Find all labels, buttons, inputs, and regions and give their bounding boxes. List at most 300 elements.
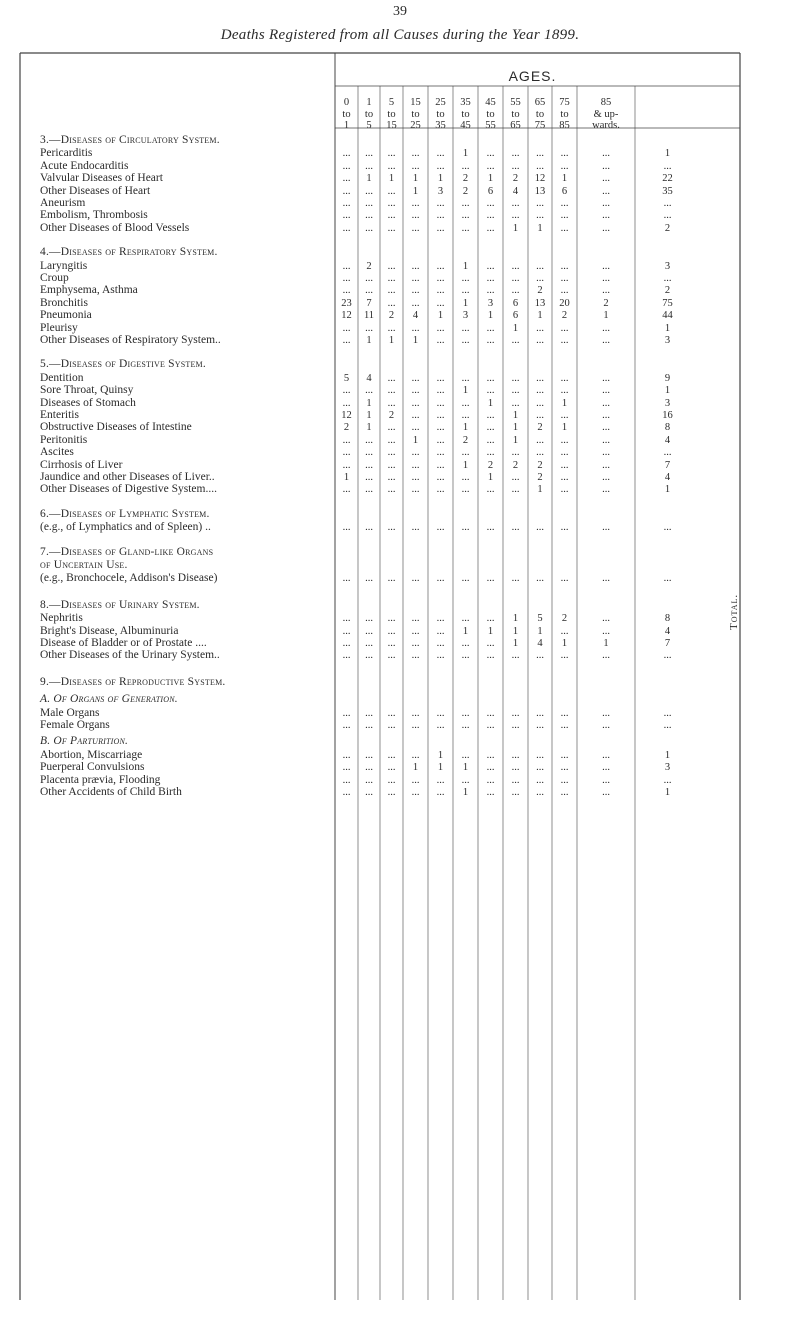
table-cell: ... bbox=[461, 484, 470, 496]
table-cell: 1 bbox=[512, 222, 519, 234]
table-cell: ... bbox=[602, 322, 610, 334]
table-cell: ... bbox=[436, 472, 445, 483]
table-cell: ... bbox=[387, 774, 396, 786]
age-bound: 1 bbox=[366, 97, 372, 108]
table-cell: ... bbox=[461, 335, 470, 346]
table-cell: ... bbox=[342, 210, 351, 222]
table-cell: 1 bbox=[437, 749, 444, 761]
table-cell: ... bbox=[511, 573, 520, 585]
table-cell: ... bbox=[342, 459, 351, 471]
table-cell: ... bbox=[342, 222, 351, 234]
table-cell: ... bbox=[602, 472, 610, 483]
table-cell: ... bbox=[602, 625, 610, 637]
table-cell: 1 bbox=[462, 459, 469, 471]
table-cell: ... bbox=[560, 447, 569, 459]
table-cell: ... bbox=[486, 707, 495, 719]
table-cell: ... bbox=[602, 720, 610, 731]
table-cell: 1 bbox=[437, 173, 444, 185]
table-cell: ... bbox=[461, 285, 470, 297]
table-cell: ... bbox=[511, 522, 520, 534]
table-cell: ... bbox=[365, 613, 373, 625]
table-cell: 2 bbox=[537, 472, 543, 483]
table-cell: ... bbox=[560, 472, 569, 483]
table-cell: ... bbox=[342, 720, 351, 731]
table-cell: ... bbox=[511, 447, 520, 459]
table-cell: ... bbox=[461, 198, 470, 209]
table-cell: ... bbox=[387, 447, 396, 459]
table-cell: ... bbox=[436, 410, 445, 421]
table-cell: ... bbox=[536, 410, 544, 421]
table-cell: ... bbox=[536, 447, 544, 459]
row-label: Acute Endocarditis bbox=[40, 159, 129, 172]
row-label: Pneumonia bbox=[40, 309, 92, 322]
table-cell: 1 bbox=[603, 638, 609, 649]
table-cell: 1 bbox=[561, 422, 568, 434]
table-cell: ... bbox=[536, 573, 544, 585]
table-cell: ... bbox=[560, 774, 569, 786]
table-cell: ... bbox=[436, 422, 445, 434]
table-cell: ... bbox=[411, 787, 420, 798]
table-cell: ... bbox=[365, 222, 373, 234]
table-cell: ... bbox=[387, 720, 396, 731]
table-cell: ... bbox=[602, 397, 610, 409]
row-label: Laryngitis bbox=[40, 259, 88, 272]
table-cell: ... bbox=[511, 397, 520, 409]
table-cell: 1 bbox=[487, 625, 494, 637]
table-cell: ... bbox=[411, 385, 420, 397]
total-cell: 8 bbox=[664, 613, 671, 625]
table-cell: 1 bbox=[537, 625, 543, 637]
total-cell: ... bbox=[663, 650, 672, 662]
table-cell: ... bbox=[342, 160, 351, 172]
table-cell: ... bbox=[536, 707, 544, 719]
table-cell: 2 bbox=[512, 173, 519, 185]
table-cell: 1 bbox=[462, 762, 469, 774]
table-cell: 1 bbox=[561, 173, 568, 185]
table-cell: ... bbox=[342, 613, 351, 625]
table-cell: ... bbox=[536, 787, 544, 798]
section-heading: 4.—Diseases of Respiratory System. bbox=[40, 246, 218, 259]
table-cell: 1 bbox=[462, 297, 469, 309]
table-cell: ... bbox=[536, 160, 544, 172]
row-label: Dentition bbox=[40, 371, 84, 384]
table-cell: ... bbox=[486, 273, 495, 284]
table-cell: ... bbox=[342, 397, 351, 409]
table-cell: ... bbox=[511, 774, 520, 786]
row-label: (e.g., of Lymphatics and of Spleen) .. bbox=[40, 521, 211, 534]
table-cell: ... bbox=[436, 260, 445, 272]
table-cell: ... bbox=[387, 749, 396, 761]
table-cell: ... bbox=[436, 787, 445, 798]
table-cell: ... bbox=[560, 459, 569, 471]
table-cell: ... bbox=[342, 573, 351, 585]
table-cell: ... bbox=[602, 573, 610, 585]
row-label: Other Diseases of Blood Vessels bbox=[40, 221, 190, 234]
table-cell: ... bbox=[486, 638, 495, 649]
table-cell: ... bbox=[602, 749, 610, 761]
table-cell: ... bbox=[461, 410, 470, 421]
table-cell: ... bbox=[486, 484, 495, 496]
table-cell: 12 bbox=[341, 410, 352, 421]
row-label: Enteritis bbox=[40, 409, 79, 421]
table-cell: ... bbox=[387, 522, 396, 534]
table-cell: ... bbox=[486, 148, 495, 160]
table-cell: ... bbox=[486, 522, 495, 534]
table-cell: ... bbox=[365, 447, 373, 459]
table-cell: ... bbox=[602, 774, 610, 786]
table-cell: 2 bbox=[537, 285, 543, 297]
table-cell: ... bbox=[342, 787, 351, 798]
table-cell: ... bbox=[436, 459, 445, 471]
row-label: Aneurism bbox=[40, 197, 86, 209]
table-cell: ... bbox=[436, 774, 445, 786]
table-cell: 2 bbox=[462, 185, 469, 197]
total-cell: ... bbox=[663, 522, 672, 534]
table-cell: ... bbox=[436, 573, 445, 585]
total-cell: ... bbox=[663, 573, 672, 585]
age-bound: 0 bbox=[343, 97, 350, 108]
table-cell: ... bbox=[486, 720, 495, 731]
table-cell: ... bbox=[365, 472, 373, 483]
total-header: Total. bbox=[728, 593, 740, 630]
table-cell: ... bbox=[536, 372, 544, 384]
total-cell: 3 bbox=[664, 335, 671, 346]
table-cell: 3 bbox=[487, 297, 494, 309]
table-cell: ... bbox=[486, 573, 495, 585]
table-cell: ... bbox=[387, 285, 396, 297]
table-cell: ... bbox=[602, 434, 610, 446]
row-label: Peritonitis bbox=[40, 433, 88, 446]
table-cell: ... bbox=[602, 762, 610, 774]
table-cell: ... bbox=[436, 285, 445, 297]
table-cell: ... bbox=[365, 638, 373, 649]
table-cell: 1 bbox=[412, 434, 419, 446]
table-cell: ... bbox=[486, 385, 495, 397]
age-bound: 35 bbox=[435, 120, 446, 131]
table-cell: ... bbox=[365, 148, 373, 160]
age-bound: 55 bbox=[510, 97, 521, 108]
table-cell: ... bbox=[342, 335, 351, 346]
table-cell: 1 bbox=[512, 625, 519, 637]
age-bound: to bbox=[436, 108, 445, 120]
table-cell: ... bbox=[342, 749, 351, 761]
table-cell: ... bbox=[411, 410, 420, 421]
table-cell: 2 bbox=[512, 459, 519, 471]
table-cell: ... bbox=[511, 385, 520, 397]
table-cell: ... bbox=[602, 198, 610, 209]
table-cell: ... bbox=[387, 198, 396, 209]
table-cell: ... bbox=[387, 322, 396, 334]
table-cell: ... bbox=[536, 522, 544, 534]
table-cell: ... bbox=[411, 422, 420, 434]
table-cell: ... bbox=[387, 613, 396, 625]
table-cell: ... bbox=[365, 774, 373, 786]
table-cell: ... bbox=[365, 762, 373, 774]
table-cell: 1 bbox=[412, 335, 419, 346]
table-cell: ... bbox=[436, 222, 445, 234]
age-column-header bbox=[403, 97, 428, 132]
table-cell: ... bbox=[387, 787, 396, 798]
table-cell: 5 bbox=[537, 613, 543, 625]
row-label: Obstructive Diseases of Intestine bbox=[40, 421, 192, 434]
table-cell: ... bbox=[365, 385, 373, 397]
age-column-header bbox=[358, 97, 380, 132]
table-cell: ... bbox=[411, 260, 420, 272]
table-cell: ... bbox=[342, 285, 351, 297]
row-label: Bronchitis bbox=[40, 296, 88, 309]
table-cell: ... bbox=[342, 385, 351, 397]
table-cell: ... bbox=[536, 397, 544, 409]
age-bound: 45 bbox=[460, 120, 471, 131]
total-cell: 4 bbox=[664, 434, 671, 446]
age-bound: 15 bbox=[386, 120, 397, 131]
table-cell: ... bbox=[560, 707, 569, 719]
table-cell: ... bbox=[461, 573, 470, 585]
table-cell: ... bbox=[461, 522, 470, 534]
row-label: Male Organs bbox=[40, 706, 100, 719]
table-cell: 1 bbox=[366, 397, 372, 409]
table-cell: ... bbox=[486, 434, 495, 446]
table-cell: ... bbox=[436, 335, 445, 346]
total-cell: 22 bbox=[662, 173, 673, 185]
table-cell: ... bbox=[411, 484, 420, 496]
table-cell: ... bbox=[436, 613, 445, 625]
table-cell: 1 bbox=[462, 260, 469, 272]
page-number: 39 bbox=[393, 4, 407, 19]
table-cell: ... bbox=[486, 762, 495, 774]
table-cell: ... bbox=[387, 185, 396, 197]
table-cell: ... bbox=[436, 522, 445, 534]
table-cell: ... bbox=[602, 335, 610, 346]
row-label: Emphysema, Asthma bbox=[40, 284, 138, 297]
table-cell: ... bbox=[411, 459, 420, 471]
table-cell: 2 bbox=[603, 297, 609, 309]
table-cell: ... bbox=[342, 198, 351, 209]
table-cell: 1 bbox=[487, 310, 494, 322]
row-label: Other Accidents of Child Birth bbox=[40, 786, 182, 798]
section-heading: A. Of Organs of Generation. bbox=[40, 693, 178, 706]
table-cell: ... bbox=[436, 650, 445, 662]
table-cell: 6 bbox=[512, 297, 519, 309]
table-cell: ... bbox=[365, 434, 373, 446]
age-bound: 15 bbox=[410, 97, 421, 108]
table-cell: ... bbox=[511, 210, 520, 222]
table-cell: ... bbox=[461, 650, 470, 662]
section-heading: 3.—Diseases of Circulatory System. bbox=[40, 134, 220, 146]
row-label: Abortion, Miscarriage bbox=[40, 748, 143, 761]
table-cell: ... bbox=[365, 522, 373, 534]
table-cell: ... bbox=[560, 372, 569, 384]
section-heading: 8.—Diseases of Urinary System. bbox=[40, 598, 200, 611]
total-cell: 35 bbox=[662, 185, 673, 197]
table-cell: ... bbox=[436, 484, 445, 496]
age-bound: 45 bbox=[485, 97, 496, 108]
table-cell: ... bbox=[486, 774, 495, 786]
table-cell: ... bbox=[486, 322, 495, 334]
table-cell: 2 bbox=[537, 422, 543, 434]
table-cell: 2 bbox=[343, 422, 350, 434]
total-cell: 3 bbox=[664, 397, 671, 409]
table-cell: ... bbox=[602, 459, 610, 471]
table-cell: ... bbox=[560, 625, 569, 637]
table-cell: ... bbox=[486, 285, 495, 297]
total-cell: 4 bbox=[664, 625, 671, 637]
row-label: Croup bbox=[40, 272, 69, 284]
table-cell: ... bbox=[387, 273, 396, 284]
row-label: Other Diseases of Respiratory System.. bbox=[40, 334, 221, 346]
table-cell: ... bbox=[486, 222, 495, 234]
table-cell: 1 bbox=[412, 185, 419, 197]
total-cell: 75 bbox=[662, 297, 673, 309]
table-cell: ... bbox=[536, 650, 544, 662]
table-cell: ... bbox=[511, 650, 520, 662]
table-cell: ... bbox=[536, 210, 544, 222]
table-cell: ... bbox=[411, 372, 420, 384]
table-cell: ... bbox=[342, 522, 351, 534]
row-label: Pericarditis bbox=[40, 147, 93, 160]
table-cell: 1 bbox=[366, 335, 372, 346]
section-heading: of Uncertain Use. bbox=[40, 559, 128, 571]
age-bound: 1 bbox=[343, 120, 350, 131]
table-cell: ... bbox=[511, 285, 520, 297]
row-label: Valvular Diseases of Heart bbox=[40, 172, 163, 185]
age-bound: to bbox=[535, 108, 545, 120]
table-cell: ... bbox=[461, 749, 470, 761]
table-cell: ... bbox=[411, 222, 420, 234]
table-cell: 1 bbox=[462, 787, 469, 798]
table-cell: 6 bbox=[561, 185, 568, 197]
table-cell: ... bbox=[387, 260, 396, 272]
table-cell: ... bbox=[536, 260, 544, 272]
table-cell: ... bbox=[536, 335, 544, 346]
table-cell: ... bbox=[387, 650, 396, 662]
table-cell: 4 bbox=[366, 372, 372, 384]
table-cell: ... bbox=[486, 410, 495, 421]
total-cell: 1 bbox=[664, 787, 671, 798]
table-cell: ... bbox=[411, 285, 420, 297]
table-cell: ... bbox=[387, 638, 396, 649]
table-cell: 1 bbox=[512, 422, 519, 434]
total-cell: ... bbox=[663, 447, 672, 459]
table-cell: ... bbox=[560, 434, 569, 446]
table-cell: ... bbox=[342, 148, 351, 160]
table-cell: 2 bbox=[388, 310, 395, 322]
table-cell: 2 bbox=[561, 613, 568, 625]
table-cell: ... bbox=[560, 762, 569, 774]
table-cell: ... bbox=[411, 707, 420, 719]
table-cell: ... bbox=[560, 273, 569, 284]
age-bound: 5 bbox=[366, 120, 372, 131]
table-cell: ... bbox=[461, 160, 470, 172]
age-bound: 55 bbox=[485, 120, 496, 131]
table-cell: 6 bbox=[487, 185, 494, 197]
table-cell: ... bbox=[511, 749, 520, 761]
age-bound: 65 bbox=[510, 120, 521, 131]
table-cell: ... bbox=[486, 749, 495, 761]
row-label: Disease of Bladder or of Prostate .... bbox=[40, 637, 207, 649]
table-cell: ... bbox=[387, 385, 396, 397]
row-label: Ascites bbox=[40, 446, 74, 459]
table-cell: ... bbox=[387, 762, 396, 774]
table-cell: 1 bbox=[366, 173, 372, 185]
total-cell: ... bbox=[663, 210, 672, 222]
table-cell: ... bbox=[602, 148, 610, 160]
table-cell: ... bbox=[602, 422, 610, 434]
table-cell: ... bbox=[342, 625, 351, 637]
table-cell: ... bbox=[602, 484, 610, 496]
total-cell: 1 bbox=[664, 749, 671, 761]
table-cell: ... bbox=[436, 625, 445, 637]
age-column-header bbox=[552, 97, 577, 132]
table-cell: 4 bbox=[412, 310, 419, 322]
table-cell: ... bbox=[387, 573, 396, 585]
table-cell: ... bbox=[411, 774, 420, 786]
table-cell: ... bbox=[461, 774, 470, 786]
table-cell: ... bbox=[602, 210, 610, 222]
table-cell: ... bbox=[436, 148, 445, 160]
table-cell: ... bbox=[411, 297, 420, 309]
table-cell: ... bbox=[511, 160, 520, 172]
table-cell: ... bbox=[511, 148, 520, 160]
table-cell: ... bbox=[411, 638, 420, 649]
table-cell: ... bbox=[342, 322, 351, 334]
table-cell: 2 bbox=[366, 260, 372, 272]
age-bound: 5 bbox=[388, 97, 395, 108]
table-cell: ... bbox=[436, 397, 445, 409]
row-label: Pleurisy bbox=[40, 321, 78, 334]
total-cell: ... bbox=[663, 720, 672, 731]
table-cell: 2 bbox=[462, 434, 469, 446]
table-cell: ... bbox=[560, 650, 569, 662]
table-cell: ... bbox=[365, 160, 373, 172]
table-cell: ... bbox=[365, 625, 373, 637]
table-cell: 1 bbox=[462, 625, 469, 637]
table-cell: ... bbox=[560, 222, 569, 234]
table-cell: ... bbox=[411, 613, 420, 625]
total-cell: 2 bbox=[664, 222, 671, 234]
table-cell: ... bbox=[436, 372, 445, 384]
table-cell: ... bbox=[486, 613, 495, 625]
table-cell: ... bbox=[486, 198, 495, 209]
table-cell: ... bbox=[365, 210, 373, 222]
table-cell: 1 bbox=[537, 222, 543, 234]
table-cell: ... bbox=[387, 472, 396, 483]
table-cell: ... bbox=[365, 198, 373, 209]
table-cell: ... bbox=[387, 148, 396, 160]
row-label: Other Diseases of the Urinary System.. bbox=[40, 649, 220, 662]
table-cell: 12 bbox=[534, 173, 546, 185]
table-cell: 1 bbox=[603, 310, 609, 322]
table-cell: ... bbox=[365, 484, 373, 496]
ages-header: AGES. bbox=[508, 68, 557, 84]
table-cell: 1 bbox=[462, 148, 469, 160]
table-cell: ... bbox=[461, 472, 470, 483]
table-cell: ... bbox=[486, 787, 495, 798]
table-cell: ... bbox=[411, 160, 420, 172]
total-cell: 1 bbox=[664, 322, 671, 334]
table-cell: ... bbox=[461, 613, 470, 625]
age-bound: to bbox=[411, 108, 420, 120]
table-cell: ... bbox=[602, 410, 610, 421]
table-cell: ... bbox=[387, 160, 396, 172]
table-cell: ... bbox=[560, 410, 569, 421]
table-cell: ... bbox=[511, 707, 520, 719]
total-cell: 8 bbox=[664, 422, 671, 434]
table-cell: ... bbox=[411, 447, 420, 459]
table-cell: ... bbox=[365, 749, 373, 761]
table-cell: ... bbox=[365, 707, 373, 719]
table-cell: ... bbox=[511, 472, 520, 483]
